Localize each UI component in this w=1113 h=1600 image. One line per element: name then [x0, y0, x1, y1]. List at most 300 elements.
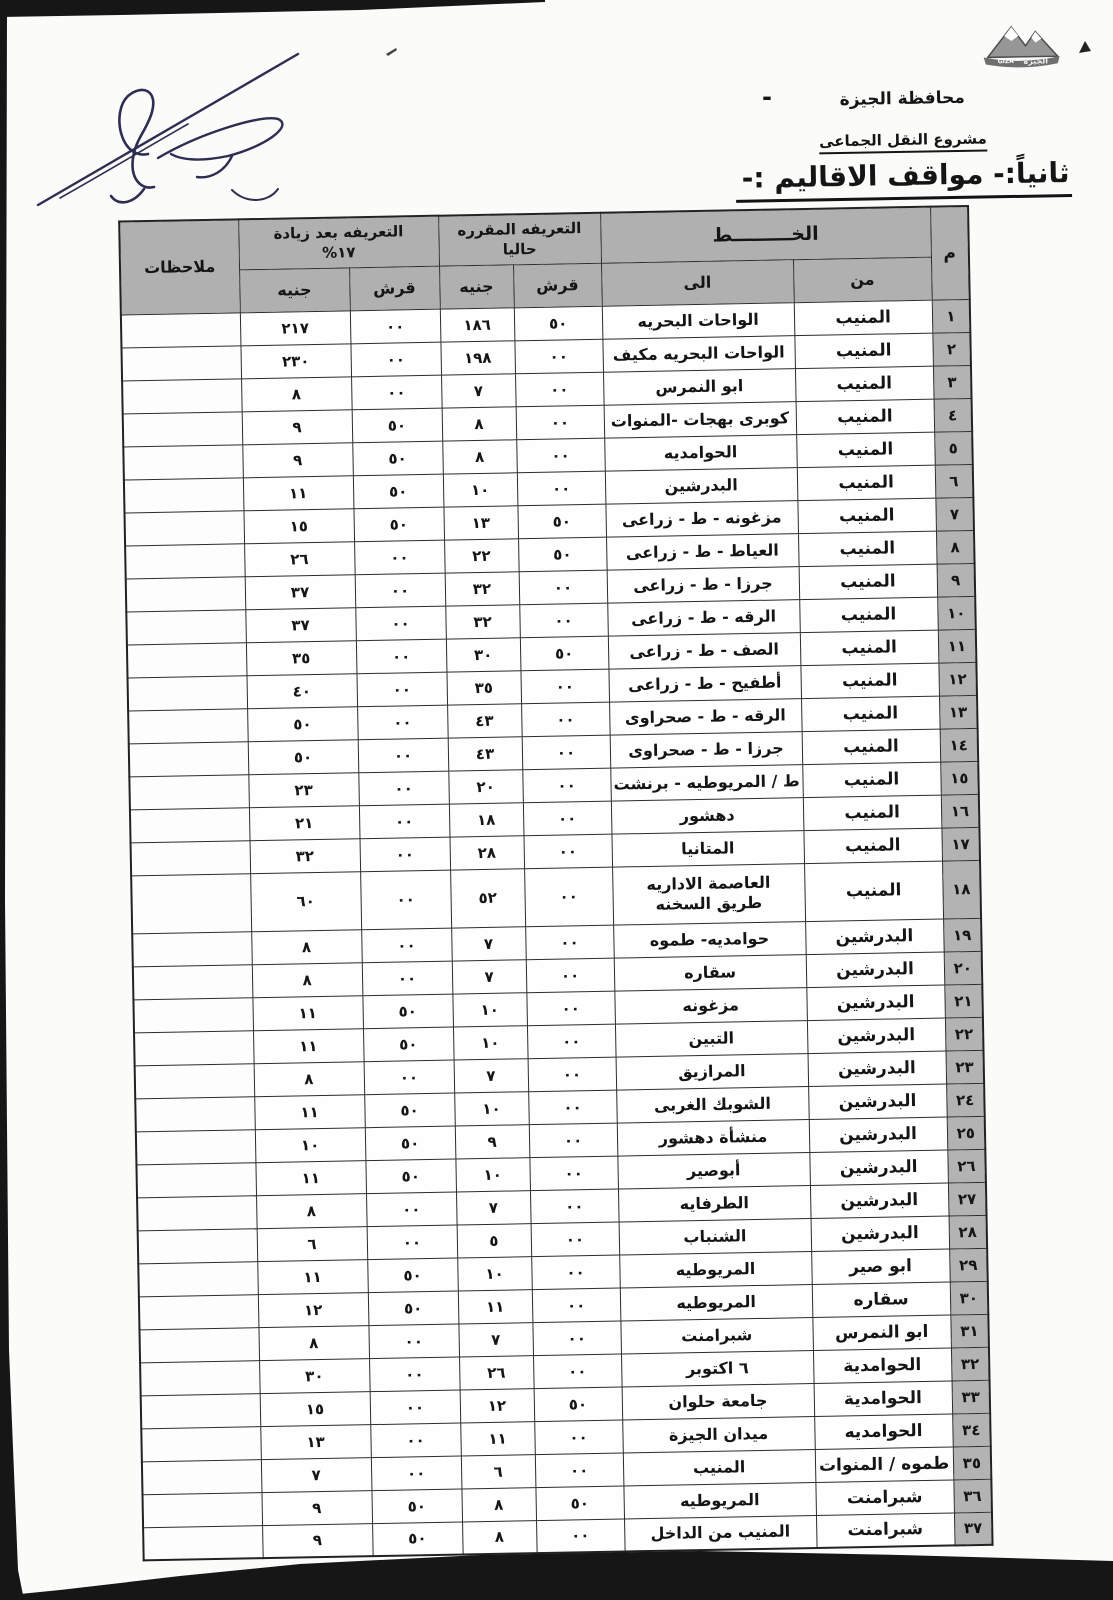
- new-qirsh-cell: ٠٠: [361, 928, 452, 963]
- new-qirsh-cell: ٠٠: [351, 375, 442, 410]
- row-number-cell: ٢٤: [946, 1083, 985, 1117]
- new-qirsh-cell: ٠٠: [360, 870, 451, 930]
- to-cell: المنيب: [623, 1449, 816, 1486]
- new-qirsh-cell: ٥٠: [364, 1093, 455, 1128]
- notes-cell: [138, 1261, 258, 1296]
- row-number-cell: ٣١: [950, 1314, 989, 1348]
- new-gineh-cell: ٩: [262, 1523, 373, 1558]
- to-cell: ٦ اكتوبر: [621, 1350, 814, 1387]
- row-number-cell: ٣٦: [953, 1479, 992, 1513]
- row-number-cell: ٥: [934, 431, 973, 465]
- notes-cell: [128, 675, 248, 710]
- current-gineh-cell: ٨: [461, 1487, 536, 1521]
- giza-governorate-logo: [975, 18, 1068, 86]
- current-gineh-cell: ١٠: [453, 1025, 528, 1059]
- new-qirsh-cell: ٠٠: [350, 309, 441, 344]
- from-cell: البدرشين: [807, 1018, 946, 1054]
- notes-cell: [127, 642, 247, 677]
- notes-cell: [142, 1459, 262, 1494]
- to-cell: الحوامديه: [604, 434, 797, 471]
- new-qirsh-cell: ٠٠: [354, 540, 445, 575]
- new-qirsh-cell: ٥٠: [367, 1258, 458, 1293]
- to-cell: الشوبك الغربى: [616, 1086, 809, 1123]
- from-cell: المنيب: [801, 696, 940, 732]
- to-cell: أبوصير: [617, 1152, 810, 1189]
- to-cell: ط / المريوطيه - برنشت: [610, 764, 803, 801]
- current-gineh-cell: ١٩٨: [440, 340, 515, 374]
- org-name: محافظة الجيزة: [839, 87, 966, 111]
- new-gineh-cell: ٥٠: [248, 739, 359, 774]
- notes-cell: [136, 1129, 256, 1164]
- col-header-notes: ملاحظات: [119, 219, 240, 314]
- notes-cell: [142, 1492, 262, 1527]
- current-qirsh-cell: ٠٠: [536, 1519, 625, 1554]
- current-qirsh-cell: ٥٠: [518, 537, 607, 572]
- signature-tail-stroke: [232, 189, 278, 200]
- row-number-cell: ٨: [936, 530, 975, 564]
- current-gineh-cell: ٤٣: [447, 703, 522, 737]
- tariff-table-body: [121, 299, 993, 1560]
- new-tariff-label-line1: التعريفه بعد زيادة: [273, 222, 404, 243]
- row-number-cell: ١٢: [938, 662, 977, 696]
- new-qirsh-cell: ٠٠: [369, 1357, 460, 1392]
- scan-speck-mid: [386, 48, 397, 56]
- current-gineh-cell: ١٠: [455, 1157, 530, 1191]
- to-cell: المريوطيه: [623, 1482, 816, 1519]
- new-gineh-cell: ٦٠: [250, 871, 361, 931]
- new-qirsh-cell: ٠٠: [355, 573, 446, 608]
- new-qirsh-cell: ٠٠: [356, 639, 447, 674]
- new-gineh-cell: ١٣: [260, 1424, 371, 1459]
- to-cell: الشنباب: [619, 1218, 812, 1255]
- new-gineh-cell: ٥٠: [247, 706, 358, 741]
- row-number-cell: ٣٢: [951, 1347, 990, 1381]
- to-cell: المتانيا: [611, 830, 804, 867]
- new-qirsh-cell: ٠٠: [364, 1060, 455, 1095]
- new-gineh-cell: ٨: [251, 929, 362, 964]
- new-qirsh-cell: ٥٠: [368, 1291, 459, 1326]
- row-number-cell: ٢: [932, 332, 971, 366]
- current-gineh-cell: ٣٥: [446, 670, 521, 704]
- row-number-cell: ٢٩: [949, 1248, 988, 1282]
- new-gineh-cell: ٨: [256, 1193, 367, 1228]
- from-cell: البدرشين: [806, 952, 945, 988]
- current-tariff-label-line1: التعريفه المقرره: [457, 219, 582, 240]
- new-qirsh-cell: ٠٠: [358, 738, 449, 773]
- current-gineh-cell: ٢٠: [448, 769, 523, 803]
- new-gineh-cell: ١٢: [258, 1292, 369, 1327]
- to-cell: كوبرى بهجات -المنوات: [604, 401, 797, 438]
- to-cell: أطفيح - ط - زراعى: [608, 665, 801, 702]
- from-cell: المنيب: [798, 531, 937, 567]
- col-header-index: م: [930, 206, 970, 300]
- current-qirsh-cell: ٠٠: [530, 1189, 619, 1224]
- current-gineh-cell: ١٠: [454, 1091, 529, 1125]
- row-number-cell: ٧: [935, 497, 974, 531]
- current-qirsh-cell: ٠٠: [516, 405, 605, 440]
- notes-cell: [143, 1525, 263, 1560]
- to-cell: ميدان الجيزة: [622, 1416, 815, 1453]
- notes-cell: [138, 1228, 258, 1263]
- current-qirsh-cell: ٠٠: [524, 834, 613, 869]
- new-qirsh-cell: ٠٠: [357, 705, 448, 740]
- to-cell: البدرشين: [605, 467, 798, 504]
- row-number-cell: ٢٦: [947, 1149, 986, 1183]
- current-qirsh-cell: ٠٠: [515, 372, 604, 407]
- new-qirsh-cell: ٠٠: [370, 1422, 461, 1457]
- current-qirsh-cell: ٠٠: [514, 339, 603, 374]
- new-gineh-cell: ١١: [253, 1028, 364, 1063]
- from-cell: البدرشين: [810, 1183, 949, 1219]
- current-gineh-cell: ١١: [460, 1421, 535, 1455]
- current-qirsh-cell: ٠٠: [529, 1156, 618, 1191]
- current-gineh-cell: ٢٨: [450, 835, 525, 869]
- new-gineh-cell: ٣٠: [259, 1358, 370, 1393]
- from-cell: المنيب: [794, 300, 933, 336]
- from-cell: ابو النمرس: [812, 1314, 951, 1350]
- current-qirsh-cell: ٠٠: [529, 1123, 618, 1158]
- new-gineh-cell: ٨: [258, 1325, 369, 1360]
- from-cell: المنيب: [799, 564, 938, 600]
- page-title: ثانياً:- مواقف الاقاليم :-: [736, 156, 1072, 203]
- current-qirsh-cell: ٥٠: [520, 636, 609, 671]
- notes-cell: [124, 477, 244, 512]
- current-qirsh-cell: ٠٠: [521, 702, 610, 737]
- col-header-new-tariff: [238, 216, 439, 270]
- notes-cell: [128, 708, 248, 743]
- current-gineh-cell: ١٣: [443, 505, 518, 539]
- new-qirsh-cell: ٠٠: [356, 672, 447, 707]
- new-gineh-cell: ٢١: [249, 805, 360, 840]
- new-gineh-cell: ١٥: [243, 508, 354, 543]
- to-cell: الواحات البحريه مكيف: [602, 335, 795, 372]
- current-tariff-label-line2: حاليا: [502, 240, 537, 259]
- from-cell: البدرشين: [811, 1216, 950, 1252]
- org-project-name: مشروع النقل الجماعى: [819, 129, 987, 154]
- signature-long-stroke: [38, 54, 298, 205]
- current-qirsh-cell: ٠٠: [532, 1288, 621, 1323]
- from-cell: المنيب: [795, 366, 934, 402]
- current-qirsh-cell: ٠٠: [525, 925, 614, 960]
- new-qirsh-cell: ٠٠: [362, 961, 453, 996]
- signature-double-stroke: [60, 124, 188, 198]
- new-gineh-cell: ١١: [254, 1094, 365, 1129]
- current-gineh-cell: ٣٢: [445, 604, 520, 638]
- current-gineh-cell: ٩: [455, 1124, 530, 1158]
- to-cell: منشأة دهشور: [617, 1119, 810, 1156]
- to-cell: المريوطيه: [619, 1251, 812, 1288]
- current-qirsh-cell: ٠٠: [532, 1321, 621, 1356]
- new-gineh-cell: ٢١٧: [240, 310, 351, 345]
- notes-cell: [141, 1426, 261, 1461]
- notes-cell: [140, 1360, 260, 1395]
- new-gineh-cell: ٣٥: [246, 640, 357, 675]
- new-qirsh-cell: ٥٠: [363, 1027, 454, 1062]
- current-qirsh-cell: ٠٠: [522, 735, 611, 770]
- new-qirsh-cell: ٠٠: [358, 771, 449, 806]
- current-gineh-cell: ٧: [454, 1058, 529, 1092]
- new-qirsh-cell: ٥٠: [365, 1159, 456, 1194]
- col-header-qirsh-current: قرش: [513, 263, 602, 308]
- current-qirsh-cell: ٠٠: [531, 1255, 620, 1290]
- to-cell: شبرامنت: [620, 1317, 813, 1354]
- notes-cell: [139, 1327, 259, 1362]
- new-gineh-cell: ٢٣٠: [240, 343, 351, 378]
- new-gineh-cell: ١٥: [260, 1391, 371, 1426]
- new-qirsh-cell: ٠٠: [367, 1225, 458, 1260]
- new-qirsh-cell: ٥٠: [352, 408, 443, 443]
- current-qirsh-cell: ٥٠: [514, 306, 603, 341]
- stray-dash-mark: -: [762, 83, 772, 111]
- new-qirsh-cell: ٥٠: [362, 994, 453, 1029]
- col-header-current-tariff: [438, 213, 601, 266]
- current-qirsh-cell: ٠٠: [522, 768, 611, 803]
- to-cell: المرازيق: [616, 1053, 809, 1090]
- signature-loop-stroke: [111, 90, 154, 202]
- row-number-cell: ١: [932, 299, 971, 333]
- from-cell: شبرامنت: [815, 1479, 954, 1515]
- current-gineh-cell: ١٠: [443, 472, 518, 506]
- row-number-cell: ٢٥: [947, 1116, 986, 1150]
- current-gineh-cell: ٨: [462, 1520, 537, 1554]
- row-number-cell: ١٣: [939, 695, 978, 729]
- notes-cell: [134, 1030, 254, 1065]
- new-gineh-cell: ٣٧: [245, 574, 356, 609]
- current-gineh-cell: ٨: [442, 406, 517, 440]
- to-cell: العياط - ط - زراعى: [606, 533, 799, 570]
- notes-cell: [122, 378, 242, 413]
- new-qirsh-cell: ٥٠: [371, 1488, 462, 1523]
- to-cell: الطرفايه: [618, 1185, 811, 1222]
- current-qirsh-cell: ٠٠: [526, 991, 615, 1026]
- notes-cell: [123, 411, 243, 446]
- notes-cell: [124, 510, 244, 545]
- notes-cell: [133, 964, 253, 999]
- notes-cell: [136, 1162, 256, 1197]
- row-number-cell: ٢٨: [949, 1215, 988, 1249]
- row-number-cell: ٦: [935, 464, 974, 498]
- to-cell: مزغونه: [614, 987, 807, 1024]
- current-gineh-cell: ١١: [458, 1289, 533, 1323]
- notes-cell: [121, 345, 241, 380]
- tariff-table-container: [118, 205, 991, 1561]
- notes-cell: [126, 576, 246, 611]
- from-cell: المنيب: [800, 663, 939, 699]
- current-gineh-cell: ٤٣: [448, 736, 523, 770]
- from-cell: المنيب: [803, 828, 942, 864]
- new-gineh-cell: ٦: [257, 1226, 368, 1261]
- new-gineh-cell: ٧: [261, 1457, 372, 1492]
- from-cell: البدرشين: [805, 919, 944, 955]
- new-gineh-cell: ١١: [257, 1259, 368, 1294]
- logo-text-en: GIZA: [997, 57, 1014, 66]
- new-tariff-label-line2: ١٧%: [321, 243, 356, 263]
- current-gineh-cell: ١٢: [460, 1388, 535, 1422]
- to-cell: المريوطيه: [620, 1284, 813, 1321]
- current-qirsh-cell: ٥٠: [534, 1387, 623, 1422]
- scan-speck-top-right: [1079, 41, 1091, 53]
- from-cell: البدرشين: [809, 1117, 948, 1153]
- from-cell: البدرشين: [806, 985, 945, 1021]
- current-qirsh-cell: ٥٠: [535, 1486, 624, 1521]
- new-gineh-cell: ٩: [242, 409, 353, 444]
- row-number-cell: ٢٣: [946, 1050, 985, 1084]
- notes-cell: [126, 609, 246, 644]
- notes-cell: [139, 1294, 259, 1329]
- to-cell: الواحات البحريه: [602, 302, 795, 339]
- row-number-cell: ٣٣: [952, 1380, 991, 1414]
- notes-cell: [121, 312, 241, 347]
- col-header-from: من: [793, 257, 932, 303]
- row-number-cell: ٢٢: [945, 1017, 984, 1051]
- new-gineh-cell: ١٠: [255, 1127, 366, 1162]
- new-gineh-cell: ٨: [254, 1061, 365, 1096]
- new-qirsh-cell: ٠٠: [366, 1192, 457, 1227]
- to-cell: جرزا - ط - زراعى: [607, 566, 800, 603]
- notes-cell: [123, 444, 243, 479]
- from-cell: البدرشين: [809, 1150, 948, 1186]
- new-qirsh-cell: ٠٠: [371, 1455, 462, 1490]
- row-number-cell: ١٠: [937, 596, 976, 630]
- new-gineh-cell: ٣٧: [245, 607, 356, 642]
- from-cell: الحوامديه: [814, 1413, 953, 1449]
- new-qirsh-cell: ٠٠: [368, 1324, 459, 1359]
- new-gineh-cell: ١١: [243, 475, 354, 510]
- from-cell: المنيب: [803, 795, 942, 831]
- new-gineh-cell: ٨: [241, 376, 352, 411]
- current-gineh-cell: ٣٠: [446, 637, 521, 671]
- current-gineh-cell: ١٨: [449, 802, 524, 836]
- row-number-cell: ١٧: [941, 827, 980, 861]
- row-number-cell: ٤: [934, 398, 973, 432]
- current-qirsh-cell: ٠٠: [520, 669, 609, 704]
- new-qirsh-cell: ٠٠: [359, 804, 450, 839]
- from-cell: المنيب: [802, 762, 941, 798]
- row-number-cell: ٩: [937, 563, 976, 597]
- to-cell: العاصمة الاداريه طريق السخنه: [612, 863, 805, 925]
- row-number-cell: ٣٧: [954, 1512, 993, 1546]
- row-number-cell: ١٨: [942, 860, 981, 919]
- from-cell: المنيب: [800, 630, 939, 666]
- current-gineh-cell: ٥: [457, 1223, 532, 1257]
- to-cell: الصف - ط - زراعى: [608, 632, 801, 669]
- to-cell: ابو النمرس: [603, 368, 796, 405]
- to-cell: مزغونه - ط - زراعى: [605, 500, 798, 537]
- from-cell: المنيب: [797, 498, 936, 534]
- row-number-cell: ١٤: [940, 728, 979, 762]
- current-gineh-cell: ٧: [458, 1322, 533, 1356]
- notes-cell: [131, 873, 251, 933]
- current-gineh-cell: ٧: [456, 1190, 531, 1224]
- notes-cell: [125, 543, 245, 578]
- new-qirsh-cell: ٥٠: [353, 507, 444, 542]
- new-gineh-cell: ١١: [255, 1160, 366, 1195]
- from-cell: المنيب: [804, 861, 943, 922]
- new-qirsh-cell: ٠٠: [360, 837, 451, 872]
- new-gineh-cell: ٤٠: [246, 673, 357, 708]
- from-cell: البدرشين: [808, 1084, 947, 1120]
- current-qirsh-cell: ٠٠: [519, 570, 608, 605]
- new-qirsh-cell: ٥٠: [365, 1126, 456, 1161]
- from-cell: المنيب: [794, 333, 933, 369]
- row-number-cell: ١١: [938, 629, 977, 663]
- signature-oval-stroke: [158, 118, 282, 177]
- row-number-cell: ٢٧: [948, 1182, 987, 1216]
- current-qirsh-cell: ٠٠: [535, 1453, 624, 1488]
- to-cell: دهشور: [611, 797, 804, 834]
- current-gineh-cell: ٦: [461, 1454, 536, 1488]
- new-gineh-cell: ٣٢: [250, 838, 361, 873]
- notes-cell: [135, 1063, 255, 1098]
- current-gineh-cell: ١٠: [452, 992, 527, 1026]
- notes-cell: [141, 1393, 261, 1428]
- to-cell: حوامديه- طموه: [613, 921, 806, 958]
- new-gineh-cell: ٨: [252, 962, 363, 997]
- col-header-to: الى: [601, 259, 794, 306]
- row-number-cell: ١٩: [943, 918, 982, 952]
- notes-cell: [131, 840, 251, 875]
- from-cell: المنيب: [797, 465, 936, 501]
- new-qirsh-cell: ٠٠: [370, 1389, 461, 1424]
- current-qirsh-cell: ٠٠: [517, 471, 606, 506]
- from-cell: شبرامنت: [816, 1512, 955, 1548]
- new-qirsh-cell: ٥٠: [353, 474, 444, 509]
- current-gineh-cell: ٨: [442, 439, 517, 473]
- to-cell: الرقه - ط - صحراوى: [609, 698, 802, 735]
- current-gineh-cell: ٥٢: [450, 868, 525, 927]
- new-gineh-cell: ٩: [261, 1490, 372, 1525]
- current-gineh-cell: ٢٦: [459, 1355, 534, 1389]
- current-gineh-cell: ٧: [441, 373, 516, 407]
- current-gineh-cell: ١٠: [457, 1256, 532, 1290]
- current-qirsh-cell: ٠٠: [533, 1354, 622, 1389]
- notes-cell: [129, 741, 249, 776]
- current-gineh-cell: ٧: [451, 926, 526, 960]
- row-number-cell: ١٦: [941, 794, 980, 828]
- notes-cell: [135, 1096, 255, 1131]
- tariff-table: [118, 205, 993, 1561]
- new-qirsh-cell: ٠٠: [350, 342, 441, 377]
- new-gineh-cell: ٢٣: [248, 772, 359, 807]
- to-cell: جامعة حلوان: [622, 1383, 815, 1420]
- to-cell: التبين: [615, 1020, 808, 1057]
- current-qirsh-cell: ٠٠: [519, 603, 608, 638]
- current-qirsh-cell: ٠٠: [528, 1057, 617, 1092]
- row-number-cell: ٣٤: [952, 1413, 991, 1447]
- current-qirsh-cell: ٠٠: [516, 438, 605, 473]
- col-header-qirsh-new: قرش: [349, 266, 440, 311]
- to-cell: جرزا - ط - صحراوى: [610, 731, 803, 768]
- row-number-cell: ٢٠: [944, 951, 983, 985]
- new-qirsh-cell: ٥٠: [352, 441, 443, 476]
- current-qirsh-cell: ٠٠: [523, 801, 612, 836]
- to-cell: سقاره: [614, 954, 807, 991]
- col-header-gineh-new: جنيه: [239, 267, 350, 312]
- current-qirsh-cell: ٠٠: [534, 1420, 623, 1455]
- from-cell: الحوامدية: [813, 1347, 952, 1383]
- from-cell: ابو صير: [811, 1249, 950, 1285]
- notes-cell: [129, 774, 249, 809]
- logo-mountains-icon: [987, 26, 1058, 57]
- col-header-line: الخـــــــــط: [600, 207, 931, 263]
- col-header-gineh-current: جنيه: [439, 264, 514, 308]
- from-cell: البدرشين: [808, 1051, 947, 1087]
- current-qirsh-cell: ٠٠: [524, 867, 613, 927]
- current-gineh-cell: ١٨٦: [440, 307, 515, 341]
- current-gineh-cell: ٧: [452, 959, 527, 993]
- row-number-cell: ٣٠: [950, 1281, 989, 1315]
- current-qirsh-cell: ٠٠: [526, 958, 615, 993]
